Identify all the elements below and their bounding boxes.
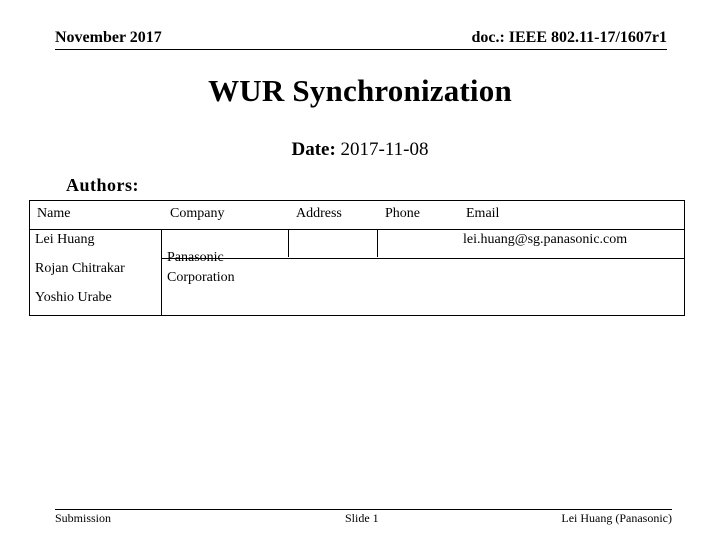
date-value: 2017-11-08 — [340, 139, 429, 160]
company-line: Corporation — [167, 270, 235, 285]
company-line: Panasonic — [167, 250, 224, 265]
date-line — [0, 139, 720, 161]
column-header-phone: Phone — [385, 206, 420, 221]
author-name: Yoshio Urabe — [35, 290, 112, 305]
footer-divider — [55, 509, 672, 510]
footer-submission: Submission — [55, 511, 112, 525]
footer-slide-number: Slide 1 — [345, 511, 379, 525]
table-column-divider — [377, 230, 378, 257]
slide-title: WUR Synchronization — [208, 73, 512, 108]
author-name: Lei Huang — [35, 232, 95, 247]
column-header-name: Name — [37, 206, 71, 221]
table-column-divider — [161, 230, 162, 315]
header-date: November 2017 — [55, 29, 162, 46]
column-header-company: Company — [170, 206, 225, 221]
authors-label: Authors: — [66, 175, 140, 195]
date-label: Date: — [291, 139, 336, 160]
column-header-address: Address — [296, 206, 342, 221]
author-name: Rojan Chitrakar — [35, 261, 125, 276]
header-doc-id: doc.: IEEE 802.11-17/1607r1 — [471, 29, 667, 46]
table-row-divider — [161, 258, 684, 259]
table-header-divider — [30, 229, 684, 230]
column-header-email: Email — [466, 206, 500, 221]
header-divider — [55, 49, 667, 50]
authors-table — [29, 200, 685, 316]
footer-author: Lei Huang (Panasonic) — [561, 511, 672, 525]
author-email: lei.huang@sg.panasonic.com — [463, 232, 628, 247]
table-column-divider — [288, 230, 289, 257]
